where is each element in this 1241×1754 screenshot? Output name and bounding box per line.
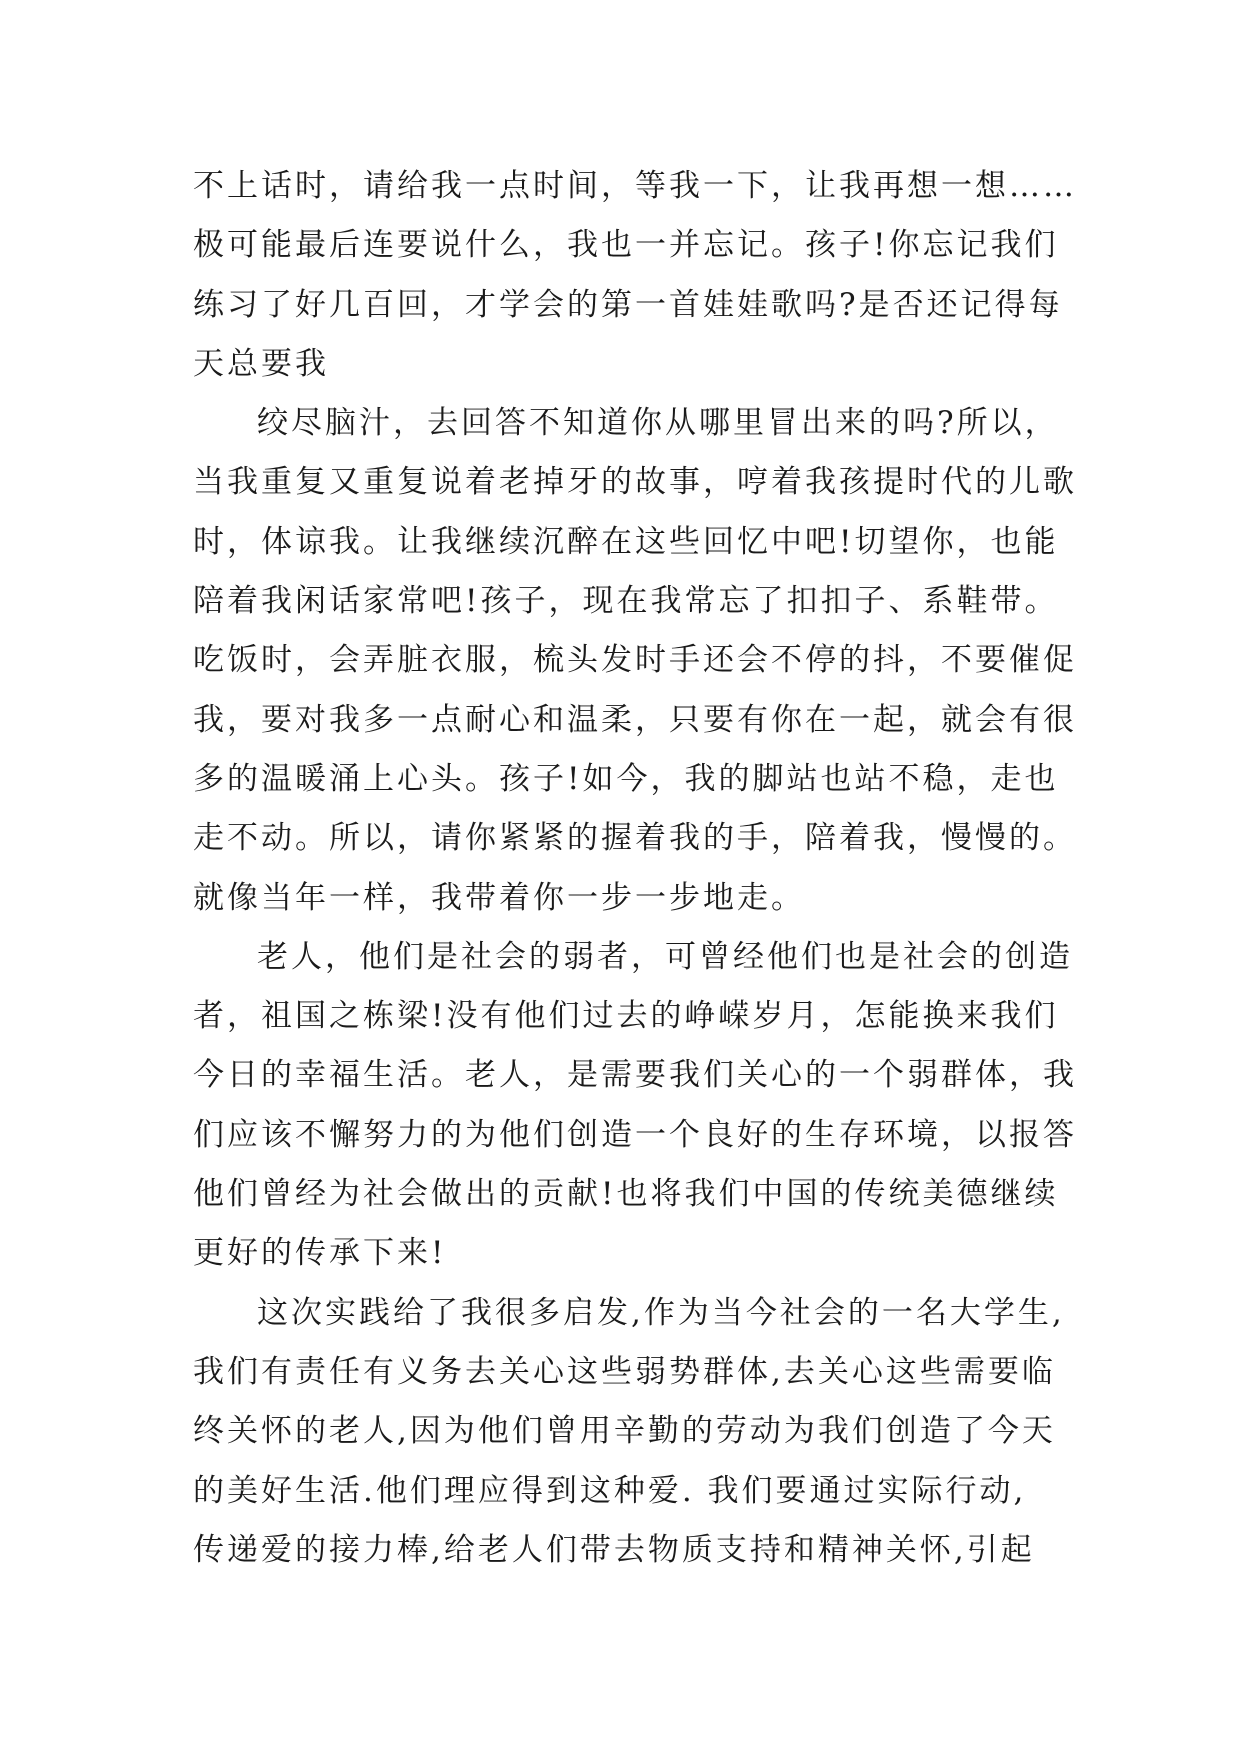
text-line: 们应该不懈努力的为他们创造一个良好的生存环境，以报答 bbox=[193, 1116, 1077, 1153]
text-line: 当我重复又重复说着老掉牙的故事，哼着我孩提时代的儿歌 bbox=[193, 464, 1077, 501]
text-line: 传递爱的接力棒,给老人们带去物质支持和精神关怀,引起 bbox=[193, 1531, 1035, 1568]
text-line: 多的温暖涌上心头。孩子!如今，我的脚站也站不稳，走也 bbox=[193, 760, 1059, 797]
text-line: 更好的传承下来! bbox=[193, 1235, 447, 1272]
text-line: 他们曾经为社会做出的贡献!也将我们中国的传统美德继续 bbox=[193, 1176, 1059, 1213]
text-line: 绞尽脑汁，去回答不知道你从哪里冒出来的吗?所以， bbox=[257, 405, 1059, 442]
text-line: 陪着我闲话家常吧!孩子，现在我常忘了扣扣子、系鞋带。 bbox=[193, 583, 1059, 620]
text-line: 者，祖国之栋梁!没有他们过去的峥嵘岁月，怎能换来我们 bbox=[193, 998, 1059, 1035]
text-line: 极可能最后连要说什么，我也一并忘记。孩子!你忘记我们 bbox=[193, 227, 1059, 264]
text-line: 终关怀的老人,因为他们曾用辛勤的劳动为我们创造了今天 bbox=[193, 1413, 1056, 1450]
text-line: 老人，他们是社会的弱者，可曾经他们也是社会的创造 bbox=[257, 938, 1073, 975]
text-line: 的美好生活.他们理应得到这种爱. 我们要通过实际行动, bbox=[193, 1472, 1027, 1509]
text-line: 走不动。所以，请你紧紧的握着我的手，陪着我，慢慢的。 bbox=[193, 820, 1077, 857]
body-text bbox=[193, 157, 1077, 1580]
text-line: 吃饭时，会弄脏衣服，梳头发时手还会不停的抖，不要催促 bbox=[193, 642, 1077, 679]
text-line: 就像当年一样，我带着你一步一步地走。 bbox=[193, 879, 805, 916]
text-line: 今日的幸福生活。老人，是需要我们关心的一个弱群体，我 bbox=[193, 1057, 1077, 1094]
text-line: 不上话时，请给我一点时间，等我一下，让我再想一想…… bbox=[193, 168, 1077, 204]
text-line: 这次实践给了我很多启发,作为当今社会的一名大学生, bbox=[257, 1294, 1065, 1331]
text-line: 我，要对我多一点耐心和温柔，只要有你在一起，就会有很 bbox=[193, 701, 1077, 738]
text-line: 我们有责任有义务去关心这些弱势群体,去关心这些需要临 bbox=[193, 1353, 1056, 1390]
text-line: 练习了好几百回，才学会的第一首娃娃歌吗?是否还记得每 bbox=[193, 286, 1063, 323]
text-line: 天总要我 bbox=[193, 345, 329, 382]
text-line: 时，体谅我。让我继续沉醉在这些回忆中吧!切望你，也能 bbox=[193, 523, 1059, 560]
